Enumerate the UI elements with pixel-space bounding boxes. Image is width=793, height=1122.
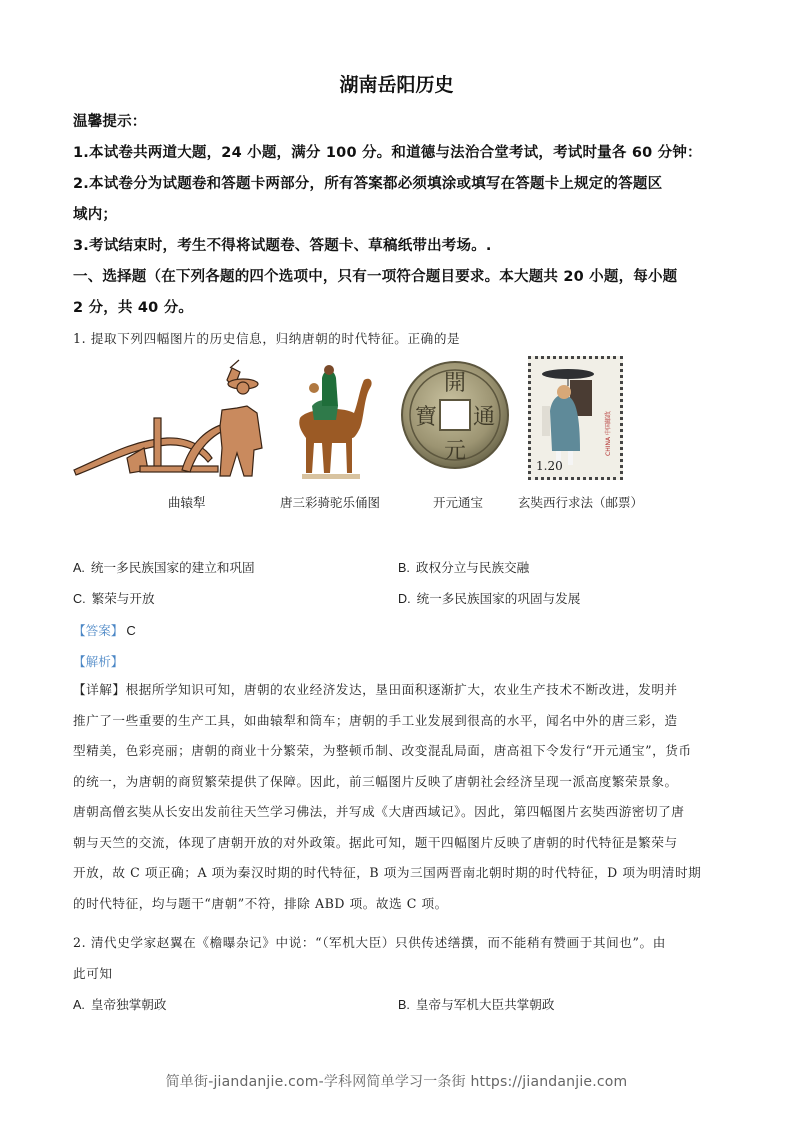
option-text: 统一多民族国家的建立和巩固 [90,560,255,575]
page-title: 湖南岳阳历史 [339,74,454,96]
option-text: 皇帝与军机大臣共掌朝政 [415,997,555,1012]
kaiyuan-coin-image [400,358,510,473]
option-letter: D. [398,592,411,606]
svg-text:元: 元 [443,439,467,464]
answer-label: 【答案】 [73,623,124,638]
analysis-row [73,651,123,670]
detail-line-3: 型精美，色彩亮丽；唐朝的商业十分繁荣，为整顿币制、改变混乱局面，唐高祖下令发行“开元通宝”，货币 [73,743,692,758]
question-1-option-b [398,557,529,576]
detail-line-5: 唐朝高僧玄奘从长安出发前往天竺学习佛法，并写成《大唐西域记》。因此，第四幅图片玄奘西游密切了唐 [73,804,685,819]
option-letter: A. [73,561,85,575]
detail-line-7: 开放，故 C 项正确；A 项为秦汉时期的时代特征，B 项为三国两晋南北朝时期的时代特征，D 项为明清时期 [73,865,702,880]
detail-text: 根据所学知识可知，唐朝的农业经济发达，垦田面积逐渐扩大，农业生产技术不断改进，发明并 [125,682,678,697]
notice-heading: 温馨提示： [73,114,147,130]
option-letter: C. [73,592,86,606]
option-letter: B. [398,998,410,1012]
question-2-option-b [398,994,554,1013]
figure-caption-plow: 曲辕犁 [168,495,206,510]
question-1-option-c [73,588,155,607]
answer-row [73,620,136,639]
xuanzang-stamp-image [528,356,623,480]
detail-line-4: 的统一，为唐朝的商贸繁荣提供了保障。因此，前三幅图片反映了唐朝社会经济呈现一派高度繁荣景象。 [73,773,678,789]
figure-caption-camel: 唐三彩骑驼乐俑图 [280,495,381,510]
detail-label: 【详解】 [73,682,126,697]
svg-text:CHINA 中国邮政: CHINA 中国邮政 [605,411,612,456]
question-2-stem-line2: 此可知 [73,966,113,981]
detail-line-8: 的时代特征，均与题干“唐朝”不符，排除 ABD 项。故选 C 项。 [73,895,448,911]
answer-value: C [126,623,136,638]
section-heading-line2: 2 分，共 40 分。 [73,300,194,316]
svg-text:通: 通 [472,405,496,430]
question-1-option-d [398,588,580,607]
svg-text:寶: 寶 [414,405,438,430]
notice-item-2-cont: 域内； [73,207,118,223]
option-text: 政权分立与民族交融 [415,560,530,575]
tang-sancai-camel-image [292,358,377,483]
footer-watermark: 简单街-jiandanjie.com-学科网简单学习一条街 https://jiandanjie.com [165,1074,628,1090]
notice-item-3: 3.考试结束时，考生不得将试题卷、答题卡、草稿纸带出考场。. [73,238,492,254]
section-heading-line1: 一、选择题（在下列各题的四个选项中，只有一项符合题目要求。本大题共 20 小题，每小题 [73,269,678,285]
figure-caption-coin: 开元通宝 [433,495,484,510]
analysis-label: 【解析】 [73,654,124,669]
detail-line-2: 推广了一些重要的生产工具，如曲辕犁和筒车；唐朝的手工业发展到很高的水平，闻名中外的唐三彩，造 [73,712,678,728]
question-2-stem-line1: 2. 清代史学家赵翼在《檐曝杂记》中说：“（军机大臣）只供传述缮撰，而不能稍有赞画于其间也”。由 [73,935,666,950]
stamp-value: 1.20 [536,459,563,473]
notice-item-1: 1.本试卷共两道大题，24 小题，满分 100 分。和道德与法治合堂考试，考试时量各 60 分钟： [73,145,702,161]
plow-farmer-image [72,358,272,483]
detail-line-1 [73,675,723,706]
question-1-option-a [73,557,255,576]
question-1-stem: 1. 提取下列四幅图片的历史信息，归纳唐朝的时代特征。正确的是 [73,331,461,346]
svg-text:開: 開 [443,371,467,396]
option-text: 繁荣与开放 [91,591,155,606]
option-letter: A. [73,998,85,1012]
detail-line-6: 朝与天竺的交流，体现了唐朝开放的对外政策。据此可知，题干四幅图片反映了唐朝的时代特征是繁荣与 [73,834,678,850]
option-text: 统一多民族国家的巩固与发展 [416,591,581,606]
option-letter: B. [398,561,410,575]
detail-explanation [73,675,723,919]
notice-item-2: 2.本试卷分为试题卷和答题卡两部分，所有答案都必须填涂或填写在答题卡上规定的答题区 [73,176,663,192]
figure-caption-stamp: 玄奘西行求法（邮票） [518,495,644,510]
question-2-option-a [73,994,166,1013]
option-text: 皇帝独掌朝政 [90,997,167,1012]
